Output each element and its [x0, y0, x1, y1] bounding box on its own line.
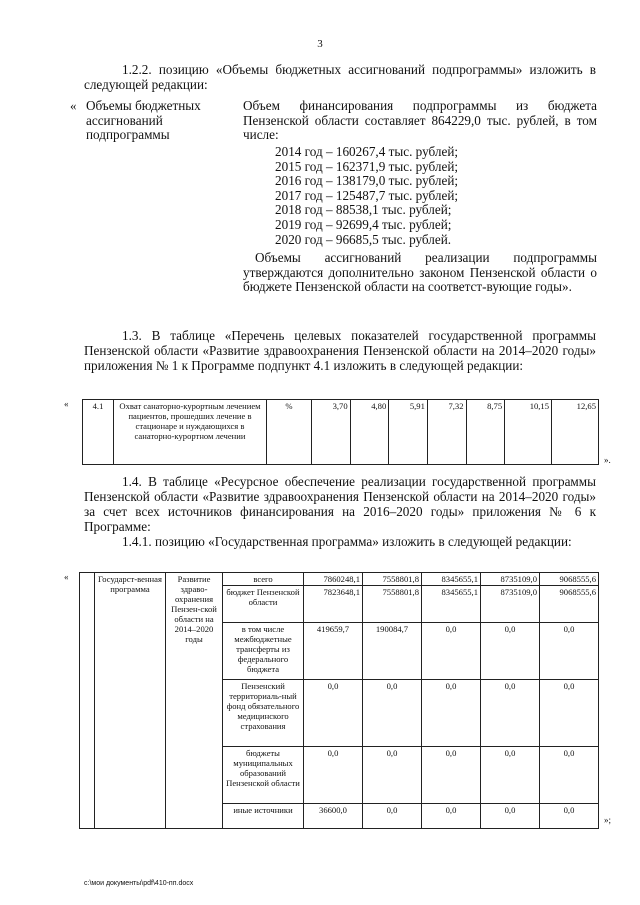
table-cell-value: 7,32 — [427, 400, 466, 465]
left-label — [86, 99, 236, 143]
table-cell-value: 8735109,0 — [481, 586, 540, 623]
table-cell-value: 8345655,1 — [422, 573, 481, 586]
funding-year-line: 2016 год – 138179,0 тыс. рублей; — [275, 173, 459, 189]
table1-close-quote: ». — [604, 455, 611, 465]
paragraph-1-3: 1.3. В таблице «Перечень целевых показателей государственной программы Пензенской области «Развитие здравоохранения Пензенской области на 2014–2020 годы» приложения № 1 к Программе подпункт 4.1 изложить в следующей редакции: — [84, 328, 596, 373]
table-cell-value: 36600,0 — [304, 804, 363, 829]
table-cell-value: 5,91 — [389, 400, 428, 465]
table-cell-value: 0,0 — [304, 747, 363, 804]
table-cell-value: 7860248,1 — [304, 573, 363, 586]
table-cell-value: 7558801,8 — [363, 586, 422, 623]
left-label-line: подпрограммы — [86, 127, 170, 143]
table-cell-value: 0,0 — [481, 804, 540, 829]
table-cell-value: 0,0 — [304, 680, 363, 747]
table-cell-value: 4,80 — [350, 400, 389, 465]
table-cell-value: 419659,7 — [304, 623, 363, 680]
open-quote: « — [70, 98, 77, 113]
footer-file-path: c:\мои документы\pdf\410-пп.docx — [84, 880, 194, 887]
table2-open-quote: « — [64, 572, 69, 582]
table-cell-value: 0,0 — [363, 747, 422, 804]
funding-year-line: 2019 год – 92699,4 тыс. рублей; — [275, 216, 452, 232]
left-label-line: ассигнований — [86, 112, 163, 128]
table-cell-value: 12,65 — [552, 400, 599, 465]
table-cell-value: 0,0 — [540, 804, 599, 829]
table-cell-source: бюджет Пензенской области — [223, 586, 304, 623]
funding-year-line: 2015 год – 162371,9 тыс. рублей; — [275, 158, 459, 174]
table-cell-value: 9068555,6 — [540, 586, 599, 623]
funding-year-line: 2020 год – 96685,5 тыс. рублей. — [275, 231, 452, 247]
table-cell-value: 10,15 — [505, 400, 552, 465]
page-number: 3 — [317, 38, 323, 50]
table-cell-value: 3,70 — [312, 400, 351, 465]
table2-close-quote: »; — [604, 815, 612, 825]
table-cell-indicator: Охват санаторно-курортным лечением пациентов, прошедших лечение в стационаре и нуждающихся в санаторно-курортном лечении — [114, 400, 267, 465]
table-cell-num: 4.1 — [83, 400, 114, 465]
table-cell-value: 0,0 — [540, 747, 599, 804]
table-cell-value: 0,0 — [363, 804, 422, 829]
table-cell-source: всего — [223, 573, 304, 586]
table-cell-value: 0,0 — [481, 747, 540, 804]
paragraph-1-2-2: 1.2.2. позицию «Объемы бюджетных ассигнований подпрограммы» изложить в следующей редакции: — [84, 62, 596, 92]
funding-year-line: 2014 год – 160267,4 тыс. рублей; — [275, 144, 459, 159]
table-cell-value: 0,0 — [540, 680, 599, 747]
table-cell-value: 0,0 — [422, 804, 481, 829]
table-row — [83, 400, 599, 465]
table-cell-value: 8345655,1 — [422, 586, 481, 623]
table-cell-program: Государст-венная программа — [95, 573, 166, 829]
table-cell-value: 8,75 — [466, 400, 505, 465]
table-cell-value: 7558801,8 — [363, 573, 422, 586]
table-cell-source: Пензенский территориаль-ный фонд обязательного медицинского страхования — [223, 680, 304, 747]
table1-open-quote: « — [64, 399, 69, 409]
table-cell-value: 0,0 — [481, 680, 540, 747]
table-cell-value: 190084,7 — [363, 623, 422, 680]
table-cell-value: 0,0 — [422, 747, 481, 804]
table-cell-unit: % — [267, 400, 312, 465]
table-cell-value: 0,0 — [481, 623, 540, 680]
left-label-line: Объемы бюджетных — [86, 98, 201, 113]
paragraph-1-4: 1.4. В таблице «Ресурсное обеспечение реализации государственной программы Пензенской области «Развитие здравоохранения Пензенской области на 2014–2020 годы» за счет всех источников финансирования на 2016–2020 годы» приложения № 6 к Программе: — [84, 474, 596, 534]
table-cell-value: 0,0 — [540, 623, 599, 680]
table-cell-value: 0,0 — [422, 623, 481, 680]
funding-year-line: 2017 год – 125487,7 тыс. рублей; — [275, 187, 459, 203]
table-cell-blank — [80, 573, 95, 829]
table-cell-source: в том числе межбюджетные трансферты из федерального бюджета — [223, 623, 304, 680]
table-cell-program-name: Развитие здраво-охранения Пензен-ской области на 2014–2020 годы — [166, 573, 223, 829]
resource-table — [79, 572, 599, 829]
funding-intro: Объем финансирования подпрограммы из бюджета Пензенской области составляет 864229,0 тыс. рублей, в том числе: — [243, 98, 597, 143]
funding-years — [275, 145, 575, 247]
table-cell-source: иные источники — [223, 804, 304, 829]
table-row — [80, 573, 599, 586]
funding-note: Объемы ассигнований реализации подпрограммы утверждаются дополнительно законом Пензенской области о бюджете Пензенской области на соответст-вующие годы». — [243, 250, 597, 295]
table-cell-value: 9068555,6 — [540, 573, 599, 586]
paragraph-1-4-1: 1.4.1. позицию «Государственная программа» изложить в следующей редакции: — [122, 534, 572, 549]
indicator-table — [82, 399, 599, 465]
table-cell-value: 8735109,0 — [481, 573, 540, 586]
table-cell-value: 0,0 — [422, 680, 481, 747]
table-cell-value: 7823648,1 — [304, 586, 363, 623]
funding-year-line: 2018 год – 88538,1 тыс. рублей; — [275, 202, 452, 218]
table-cell-value: 0,0 — [363, 680, 422, 747]
table-cell-source: бюджеты муниципальных образований Пензенской области — [223, 747, 304, 804]
